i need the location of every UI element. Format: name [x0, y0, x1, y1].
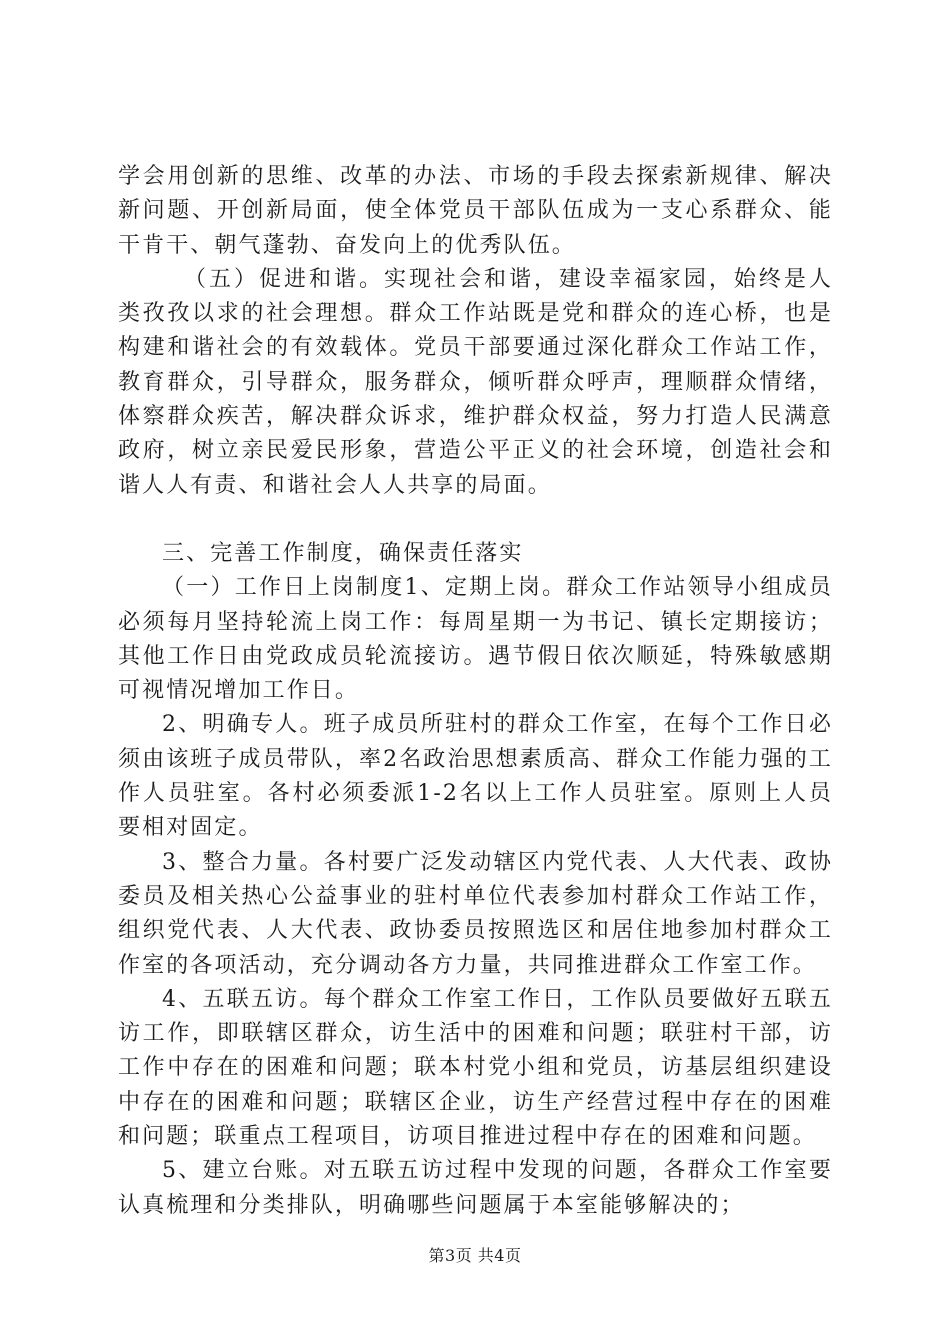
paragraph-3: （一）工作日上岗制度1、定期上岗。群众工作站领导小组成员必须每月坚持轮流上岗工作：每周星期一为书记、镇长定期接访；其他工作日由党政成员轮流接访。遇节假日依次顺延，特殊敏感期可视情况增加工作日。: [118, 575, 833, 704]
section-heading: 三、完善工作制度，确保责任落实: [162, 540, 524, 566]
paragraph-1: 学会用创新的思维、改革的办法、市场的手段去探索新规律、解决新问题、开创新局面，使全体党员干部队伍成为一支心系群众、能干肯干、朝气蓬勃、奋发向上的优秀队伍。: [118, 164, 833, 258]
paragraph-6: 4、五联五访。每个群众工作室工作日，工作队员要做好五联五访工作，即联辖区群众，访生活中的困难和问题；联驻村干部，访工作中存在的困难和问题；联本村党小组和党员，访基层组织建设中存在的困难和问题；联辖区企业，访生产经营过程中存在的困难和问题；联重点工程项目，访项目推进过程中存在的困难和问题。: [118, 986, 833, 1150]
paragraph-7: 5、建立台账。对五联五访过程中发现的问题，各群众工作室要认真梳理和分类排队，明确哪些问题属于本室能够解决的；: [118, 1158, 833, 1218]
document-body: [118, 160, 833, 1223]
paragraph-2: （五）促进和谐。实现社会和谐，建设幸福家园，始终是人类孜孜以求的社会理想。群众工作站既是党和群众的连心桥，也是构建和谐社会的有效载体。党员干部要通过深化群众工作站工作，教育群众，引导群众，服务群众，倾听群众呼声，理顺群众情绪，体察群众疾苦，解决群众诉求，维护群众权益，努力打造人民满意政府，树立亲民爱民形象，营造公平正义的社会环境，创造社会和谐人人有责、和谐社会人人共享的局面。: [118, 266, 833, 498]
page-number-footer: 第3页 共4页: [428, 1246, 522, 1265]
paragraph-5: 3、整合力量。各村要广泛发动辖区内党代表、人大代表、政协委员及相关热心公益事业的驻村单位代表参加村群众工作站工作，组织党代表、人大代表、政协委员按照选区和居住地参加村群众工作室的各项活动，充分调动各方力量，共同推进群众工作室工作。: [118, 849, 833, 978]
paragraph-4: 2、明确专人。班子成员所驻村的群众工作室，在每个工作日必须由该班子成员带队，率2名政治思想素质高、群众工作能力强的工作人员驻室。各村必须委派1-2名以上工作人员驻室。原则上人员要相对固定。: [118, 712, 833, 841]
